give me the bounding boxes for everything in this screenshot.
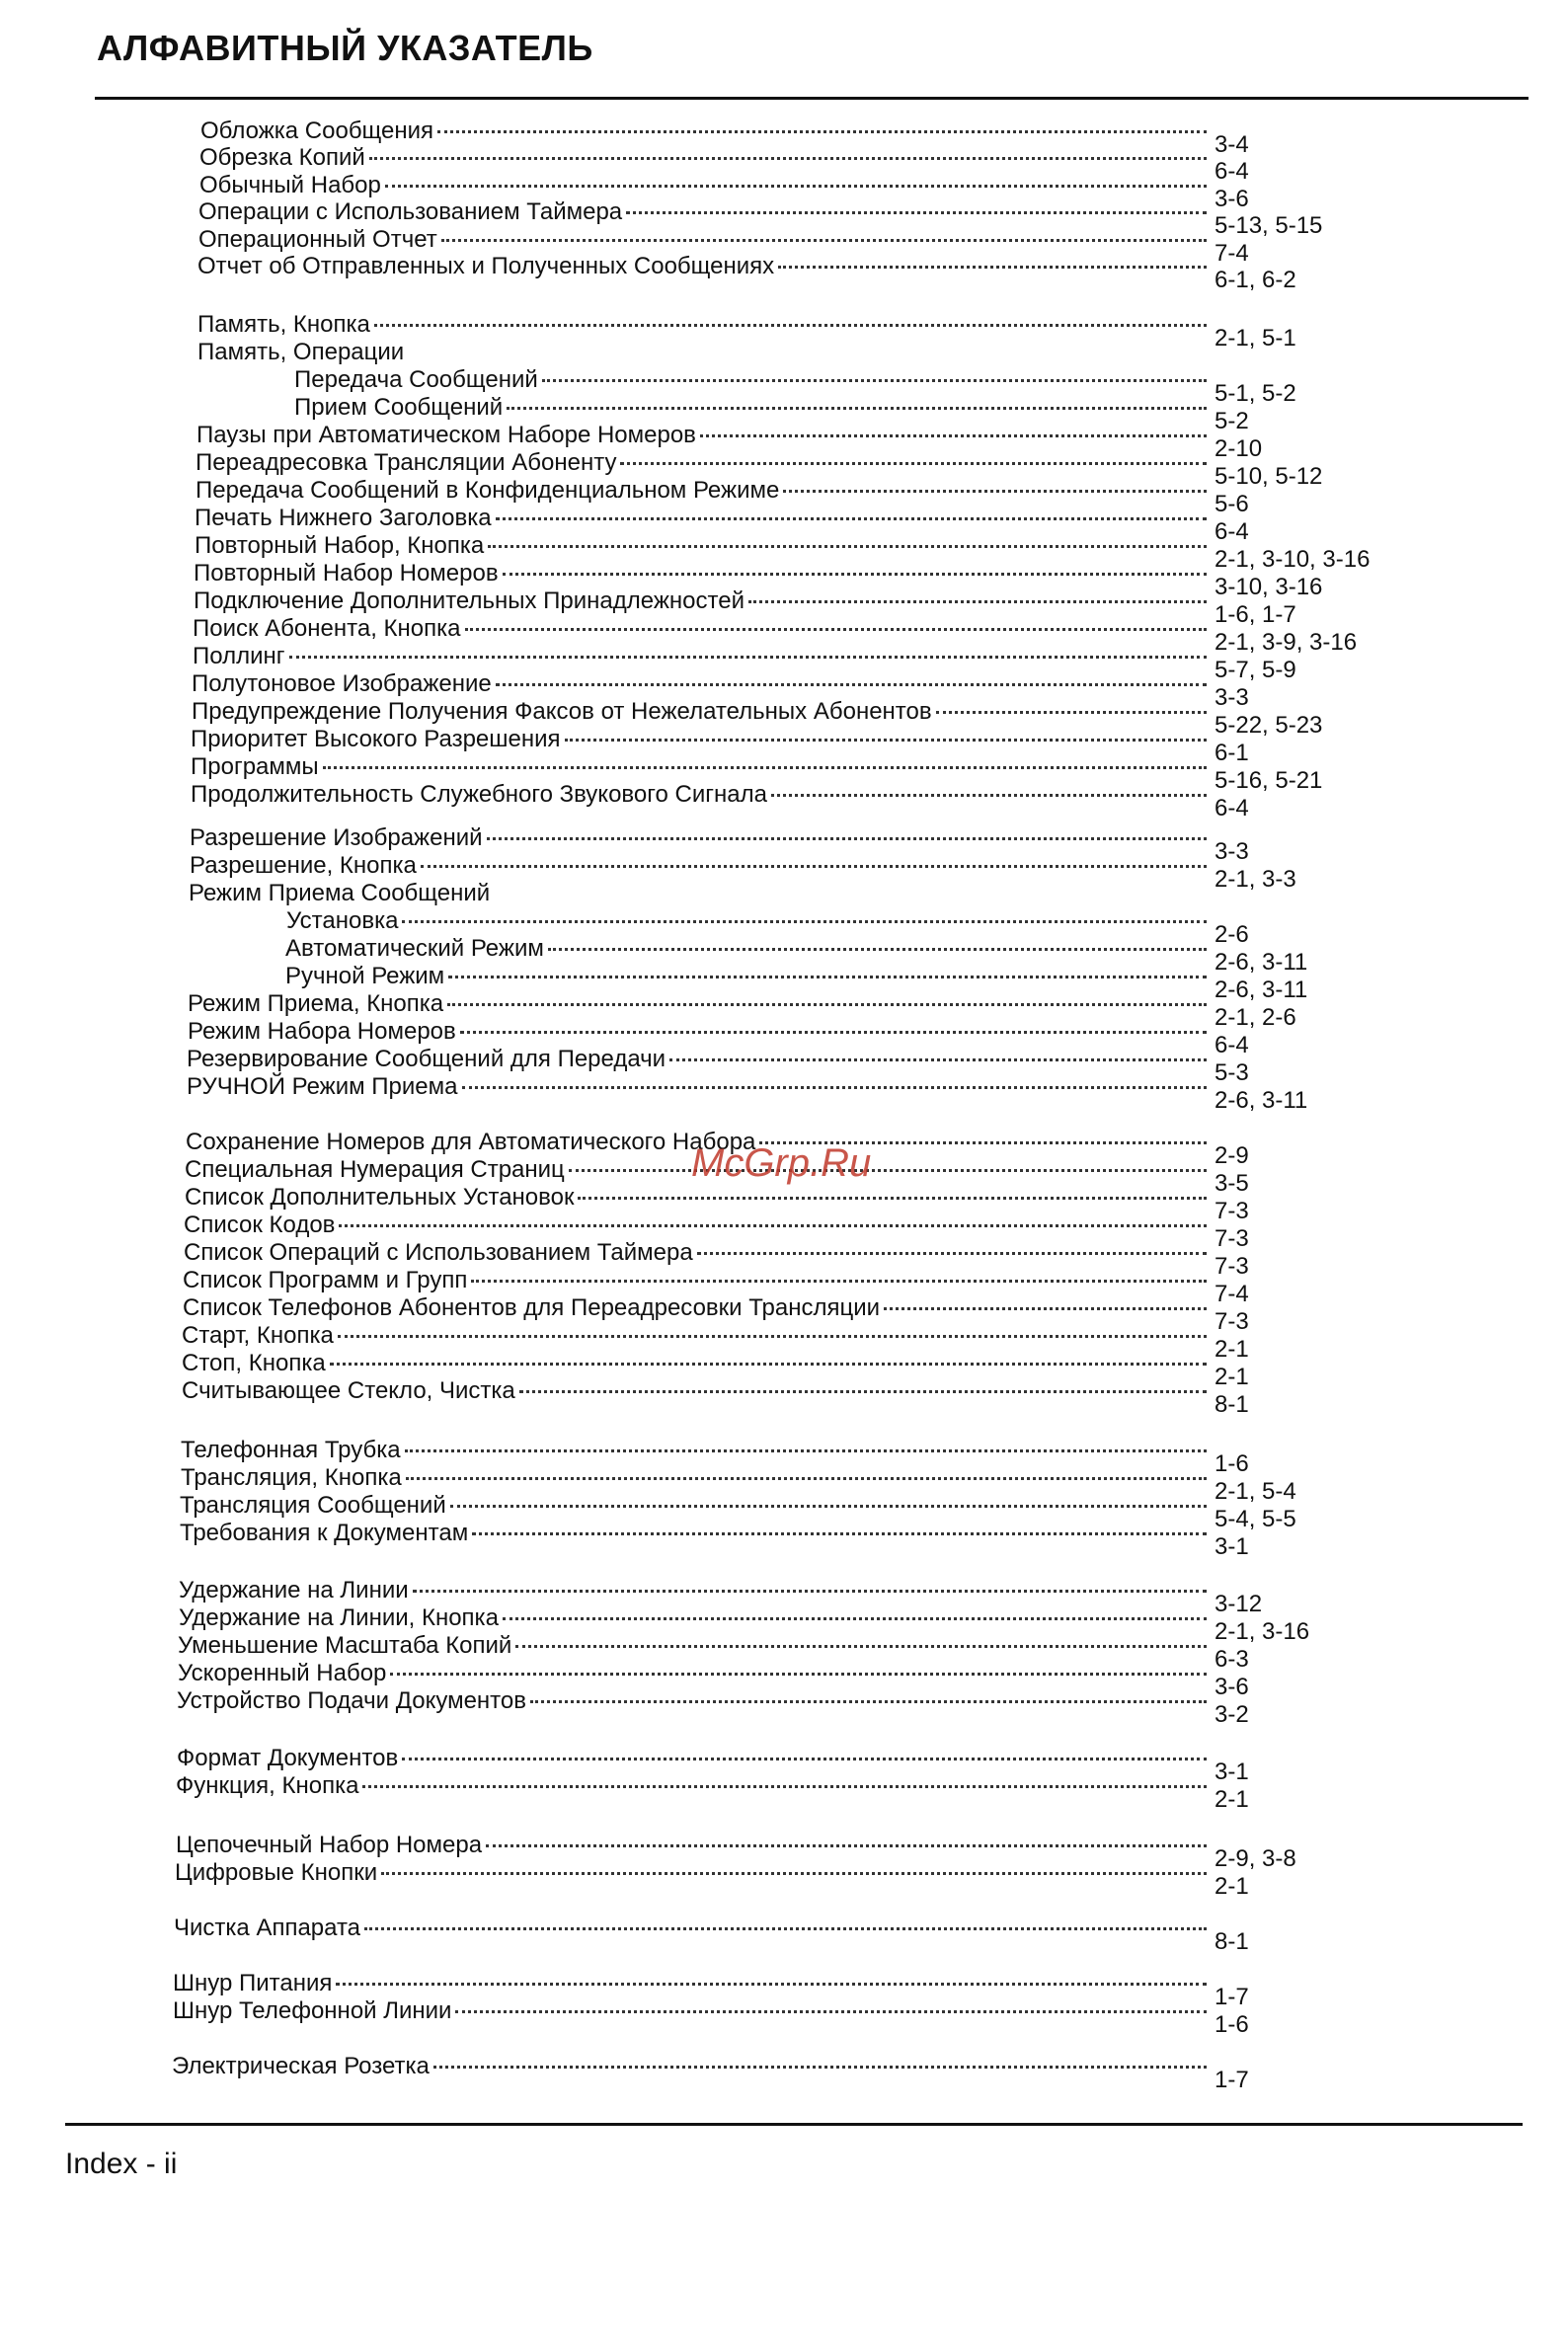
entry-text: Обложка Сообщения xyxy=(200,117,434,144)
entry-text: Телефонная Трубка xyxy=(181,1437,401,1463)
leader-dots xyxy=(783,490,1207,493)
leader-dots xyxy=(488,545,1207,548)
leader-dots xyxy=(496,683,1207,686)
entry-text: Считывающее Стекло, Чистка xyxy=(182,1377,515,1404)
leader-dots xyxy=(503,1617,1207,1620)
entry-page: 2-1 xyxy=(1215,1873,1249,1900)
entry-text: Удержание на Линии, Кнопка xyxy=(179,1604,499,1631)
entry-text: Полутоновое Изображение xyxy=(192,670,492,697)
entry-text: Предупреждение Получения Факсов от Нежелательных Абонентов xyxy=(192,698,932,725)
entry-page: 2-1 xyxy=(1215,1336,1249,1363)
leader-dots xyxy=(338,1335,1207,1338)
leader-dots xyxy=(413,1590,1207,1593)
index-entry xyxy=(194,586,1296,628)
entry-page: 3-2 xyxy=(1215,1701,1249,1728)
leader-dots xyxy=(748,600,1207,603)
leader-dots xyxy=(669,1058,1207,1061)
entry-text: Передача Сообщений в Конфиденциальном Режиме xyxy=(196,477,780,504)
entry-text: Ускоренный Набор xyxy=(178,1660,387,1686)
leader-dots xyxy=(385,185,1207,188)
entry-text: Режим Приема Сообщений xyxy=(189,880,491,906)
entry-page: 2-1, 3-3 xyxy=(1215,866,1296,893)
leader-dots xyxy=(565,739,1207,742)
leader-dots xyxy=(515,1645,1207,1648)
entry-page: 5-13, 5-15 xyxy=(1215,212,1323,239)
leader-dots xyxy=(548,948,1207,951)
index-entry xyxy=(192,669,1249,711)
entry-page: 7-4 xyxy=(1215,240,1249,267)
index-entry xyxy=(179,1576,1263,1617)
entry-page: 2-1, 3-16 xyxy=(1215,1618,1310,1645)
entry-page: 2-6, 3-11 xyxy=(1215,977,1308,1003)
entry-text: Старт, Кнопка xyxy=(182,1322,334,1349)
entry-text: Передача Сообщений xyxy=(294,366,538,393)
entry-text: Специальная Нумерация Страниц xyxy=(185,1156,565,1183)
watermark: McGrp.Ru xyxy=(691,1141,872,1185)
entry-page: 5-2 xyxy=(1215,408,1249,434)
index-subentry xyxy=(286,906,1249,948)
entry-text: Сохранение Номеров для Автоматического Набора xyxy=(186,1129,756,1155)
entry-page: 3-5 xyxy=(1215,1170,1249,1197)
entry-text: Повторный Набор Номеров xyxy=(194,560,499,586)
leader-dots xyxy=(462,1086,1208,1089)
index-subentry xyxy=(285,962,1308,1003)
leader-dots xyxy=(465,628,1208,631)
entry-page: 1-6 xyxy=(1215,1450,1249,1477)
header-rule xyxy=(95,97,1529,100)
entry-text: Формат Документов xyxy=(177,1745,399,1771)
leader-dots xyxy=(362,1785,1207,1788)
entry-text: Память, Операции xyxy=(197,339,405,365)
leader-dots xyxy=(626,211,1207,214)
entry-page: 2-9, 3-8 xyxy=(1215,1845,1296,1872)
entry-page: 8-1 xyxy=(1215,1928,1249,1955)
entry-page: 1-7 xyxy=(1215,2067,1249,2093)
leader-dots xyxy=(471,1280,1207,1283)
entry-page: 3-4 xyxy=(1215,131,1249,158)
entry-page: 2-6, 3-11 xyxy=(1215,1087,1308,1114)
page-title: АЛФАВИТНЫЙ УКАЗАТЕЛЬ xyxy=(97,28,593,68)
leader-dots xyxy=(381,1872,1207,1875)
entry-page: 3-1 xyxy=(1215,1533,1249,1560)
leader-dots xyxy=(405,1449,1207,1452)
index-entry xyxy=(188,989,1296,1031)
entry-text: Автоматический Режим xyxy=(285,935,544,962)
leader-dots xyxy=(339,1224,1207,1227)
entry-text: Разрешение, Кнопка xyxy=(190,852,417,879)
entry-page: 6-1, 6-2 xyxy=(1215,267,1296,293)
entry-page: 5-4, 5-5 xyxy=(1215,1506,1296,1532)
page-footer: Index - ii xyxy=(65,2148,178,2180)
leader-dots xyxy=(369,157,1207,160)
index-entry xyxy=(188,1017,1249,1058)
leader-dots xyxy=(390,1673,1207,1676)
entry-page: 2-1 xyxy=(1215,1786,1249,1813)
entry-page: 2-6 xyxy=(1215,921,1249,948)
entry-page: 2-1, 5-1 xyxy=(1215,325,1296,352)
entry-text: Повторный Набор, Кнопка xyxy=(195,532,485,559)
entry-page: 5-10, 5-12 xyxy=(1215,463,1323,490)
index-entry xyxy=(190,851,1296,893)
entry-page: 2-6, 3-11 xyxy=(1215,949,1308,976)
entry-text: Список Операций с Использованием Таймера xyxy=(184,1239,693,1266)
entry-text: Режим Приема, Кнопка xyxy=(188,990,444,1017)
entry-page: 2-10 xyxy=(1215,435,1263,462)
leader-dots xyxy=(437,130,1207,133)
leader-dots xyxy=(487,837,1207,840)
entry-page: 6-4 xyxy=(1215,158,1249,185)
entry-page: 2-1 xyxy=(1215,1364,1249,1390)
entry-text: Устройство Подачи Документов xyxy=(177,1687,526,1714)
leader-dots xyxy=(406,1477,1207,1480)
entry-page: 2-1, 3-9, 3-16 xyxy=(1215,629,1358,656)
leader-dots xyxy=(374,324,1207,327)
entry-text: Прием Сообщений xyxy=(294,394,504,421)
entry-text: Продолжительность Служебного Звукового Сигнала xyxy=(191,781,767,808)
entry-text: Поллинг xyxy=(193,643,285,669)
leader-dots xyxy=(507,407,1207,410)
entry-page: 3-6 xyxy=(1215,186,1249,212)
index-entry xyxy=(181,1436,1249,1477)
entry-page: 5-1, 5-2 xyxy=(1215,380,1296,407)
entry-page: 8-1 xyxy=(1215,1391,1249,1418)
entry-text: Функция, Кнопка xyxy=(176,1772,359,1799)
index-entry xyxy=(196,476,1249,517)
entry-text: Установка xyxy=(286,907,399,934)
footer-rule xyxy=(65,2123,1523,2126)
index-entry xyxy=(175,1858,1249,1900)
leader-dots xyxy=(323,766,1207,769)
entry-page: 2-9 xyxy=(1215,1142,1249,1169)
leader-dots xyxy=(569,1169,1207,1172)
leader-dots xyxy=(441,239,1207,242)
entry-text: Режим Набора Номеров xyxy=(188,1018,456,1045)
leader-dots xyxy=(700,434,1207,437)
leader-dots xyxy=(503,573,1207,576)
index-subentry xyxy=(294,393,1249,434)
entry-text: Электрическая Розетка xyxy=(172,2053,430,2079)
entry-text: Трансляция Сообщений xyxy=(180,1492,446,1519)
entry-page: 1-6, 1-7 xyxy=(1215,601,1296,628)
entry-text: Список Дополнительных Установок xyxy=(185,1184,575,1211)
entry-text: Уменьшение Масштаба Копий xyxy=(178,1632,512,1659)
entry-page: 6-4 xyxy=(1215,1032,1249,1058)
entry-text: РУЧНОЙ Режим Приема xyxy=(187,1073,458,1100)
leader-dots xyxy=(486,1844,1207,1847)
entry-text: Приоритет Высокого Разрешения xyxy=(191,726,561,752)
leader-dots xyxy=(530,1700,1207,1703)
entry-page: 6-1 xyxy=(1215,740,1249,766)
index-entry xyxy=(184,1211,1249,1252)
leader-dots xyxy=(519,1390,1207,1393)
index-entry xyxy=(189,879,1223,908)
entry-page: 3-3 xyxy=(1215,684,1249,711)
leader-dots xyxy=(450,1505,1207,1508)
leader-dots xyxy=(697,1252,1207,1255)
leader-dots xyxy=(778,266,1207,269)
entry-text: Операционный Отчет xyxy=(198,226,437,253)
entry-page: 1-6 xyxy=(1215,2011,1249,2038)
entry-text: Разрешение Изображений xyxy=(190,824,483,851)
index-entry xyxy=(182,1349,1249,1390)
leader-dots xyxy=(496,517,1207,520)
entry-page: 2-1, 3-10, 3-16 xyxy=(1215,546,1371,573)
leader-dots xyxy=(421,865,1207,868)
entry-text: Обрезка Копий xyxy=(199,144,365,171)
leader-dots xyxy=(542,379,1207,382)
entry-text: Ручной Режим xyxy=(285,963,445,989)
entry-text: Печать Нижнего Заголовка xyxy=(195,505,492,531)
index-entry xyxy=(191,780,1249,821)
entry-text: Память, Кнопка xyxy=(197,311,370,338)
leader-dots xyxy=(289,656,1208,659)
entry-text: Стоп, Кнопка xyxy=(182,1350,326,1376)
entry-page: 3-1 xyxy=(1215,1759,1249,1785)
entry-text: Шнур Питания xyxy=(173,1970,333,1996)
entry-page: 7-3 xyxy=(1215,1198,1249,1224)
index-entry xyxy=(190,823,1249,865)
entry-page: 3-3 xyxy=(1215,838,1249,865)
entry-text: Цепочечный Набор Номера xyxy=(176,1832,483,1858)
entry-page: 3-12 xyxy=(1215,1591,1263,1617)
leader-dots xyxy=(402,1758,1207,1760)
index-subentry xyxy=(294,365,1296,407)
index-entry xyxy=(176,1831,1296,1872)
entry-text: Чистка Аппарата xyxy=(174,1915,361,1941)
entry-text: Операции с Использованием Таймера xyxy=(198,198,623,225)
leader-dots xyxy=(455,2010,1207,2013)
leader-dots xyxy=(620,462,1207,465)
entry-text: Требования к Документам xyxy=(180,1520,469,1546)
index-entry xyxy=(173,1969,1249,2010)
entry-text: Цифровые Кнопки xyxy=(175,1859,378,1886)
index-entry xyxy=(177,1744,1249,1785)
leader-dots xyxy=(578,1197,1207,1200)
entry-page: 7-4 xyxy=(1215,1281,1249,1307)
entry-text: Список Программ и Групп xyxy=(183,1267,468,1293)
index-entry xyxy=(174,1914,1249,1955)
leader-dots xyxy=(771,794,1207,797)
entry-text: Резервирование Сообщений для Передачи xyxy=(187,1046,666,1072)
entry-page: 7-3 xyxy=(1215,1225,1249,1252)
entry-page: 2-1, 5-4 xyxy=(1215,1478,1296,1505)
entry-page: 3-6 xyxy=(1215,1674,1249,1700)
entry-page: 5-3 xyxy=(1215,1059,1249,1086)
leader-dots xyxy=(884,1307,1207,1310)
entry-page: 7-3 xyxy=(1215,1308,1249,1335)
entry-text: Список Кодов xyxy=(184,1212,336,1238)
leader-dots xyxy=(336,1983,1207,1986)
leader-dots xyxy=(448,976,1207,978)
index-entry xyxy=(193,642,1296,683)
leader-dots xyxy=(330,1363,1207,1366)
index-entry xyxy=(197,338,1232,367)
entry-text: Отчет об Отправленных и Полученных Сообщениях xyxy=(197,253,775,279)
entry-page: 5-7, 5-9 xyxy=(1215,657,1296,683)
entry-page: 6-3 xyxy=(1215,1646,1249,1673)
entry-page: 5-22, 5-23 xyxy=(1215,712,1323,739)
leader-dots xyxy=(460,1031,1207,1034)
leader-dots xyxy=(433,2066,1207,2069)
entry-text: Удержание на Линии xyxy=(179,1577,409,1603)
entry-page: 3-10, 3-16 xyxy=(1215,574,1323,600)
leader-dots xyxy=(472,1532,1207,1535)
entry-page: 1-7 xyxy=(1215,1984,1249,2010)
entry-page: 7-3 xyxy=(1215,1253,1249,1280)
entry-page: 2-1, 2-6 xyxy=(1215,1004,1296,1031)
entry-page: 6-4 xyxy=(1215,518,1249,545)
index-entry xyxy=(191,725,1249,766)
entry-text: Паузы при Автоматическом Наборе Номеров xyxy=(196,422,696,448)
entry-text: Обычный Набор xyxy=(199,172,381,198)
entry-text: Список Телефонов Абонентов для Переадресовки Трансляции xyxy=(183,1294,881,1321)
entry-text: Шнур Телефонной Линии xyxy=(173,1997,452,2024)
leader-dots xyxy=(447,1003,1207,1006)
entry-text: Переадресовка Трансляции Абоненту xyxy=(196,449,617,476)
entry-page: 5-16, 5-21 xyxy=(1215,767,1323,794)
index-entry xyxy=(180,1519,1249,1560)
index-entry xyxy=(172,2052,1249,2093)
entry-page: 6-4 xyxy=(1215,795,1249,821)
entry-text: Программы xyxy=(191,753,319,780)
entry-text: Поиск Абонента, Кнопка xyxy=(193,615,461,642)
leader-dots xyxy=(402,920,1207,923)
entry-text: Подключение Дополнительных Принадлежностей xyxy=(194,587,745,614)
leader-dots xyxy=(936,711,1207,714)
index-entry xyxy=(184,1238,1249,1280)
entry-page: 5-6 xyxy=(1215,491,1249,517)
entry-text: Трансляция, Кнопка xyxy=(181,1464,402,1491)
leader-dots xyxy=(364,1927,1207,1930)
index-entry xyxy=(194,559,1323,600)
